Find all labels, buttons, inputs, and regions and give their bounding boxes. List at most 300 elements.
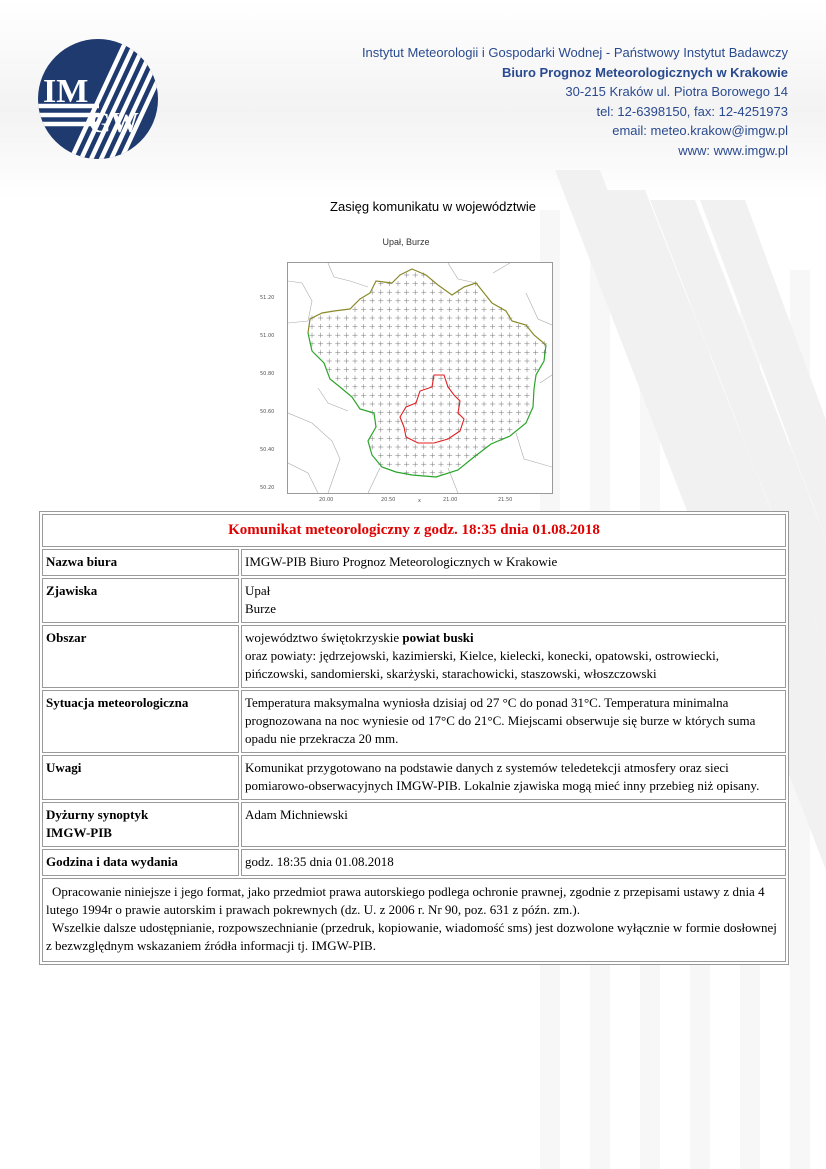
grid-cross	[473, 358, 478, 363]
warning-map	[256, 232, 556, 504]
grid-cross	[387, 333, 392, 338]
grid-cross	[430, 333, 435, 338]
grid-cross	[473, 436, 478, 441]
grid-cross	[438, 453, 443, 458]
grid-cross	[378, 290, 383, 295]
grid-cross	[395, 444, 400, 449]
grid-cross	[370, 358, 375, 363]
grid-cross	[473, 393, 478, 398]
grid-cross	[352, 376, 357, 381]
grid-cross	[542, 350, 547, 355]
grid-cross	[507, 358, 512, 363]
grid-cross	[413, 307, 418, 312]
grid-cross	[378, 307, 383, 312]
grid-cross	[361, 358, 366, 363]
grid-cross	[464, 384, 469, 389]
grid-cross	[507, 427, 512, 432]
grid-cross	[352, 358, 357, 363]
grid-cross	[430, 470, 435, 475]
grid-cross	[387, 350, 392, 355]
x-tick-label: 20.00	[319, 497, 334, 503]
grid-cross	[473, 410, 478, 415]
grid-cross	[456, 358, 461, 363]
grid-cross	[490, 401, 495, 406]
grid-cross	[464, 298, 469, 303]
grid-cross	[447, 341, 452, 346]
grid-cross	[447, 401, 452, 406]
map-caption: Zasięg komunikatu w województwie	[330, 199, 536, 214]
grid-cross	[456, 384, 461, 389]
grid-cross	[378, 453, 383, 458]
grid-cross	[464, 290, 469, 295]
grid-cross	[404, 298, 409, 303]
grid-cross	[344, 350, 349, 355]
grid-cross	[533, 350, 538, 355]
grid-cross	[378, 341, 383, 346]
grid-cross	[430, 453, 435, 458]
grid-cross	[490, 358, 495, 363]
grid-cross	[447, 393, 452, 398]
grid-cross	[404, 341, 409, 346]
grid-cross	[421, 376, 426, 381]
grid-cross	[395, 462, 400, 467]
table-row	[42, 625, 786, 688]
grid-cross	[447, 410, 452, 415]
grid-cross	[447, 358, 452, 363]
grid-cross	[447, 419, 452, 424]
grid-cross	[507, 324, 512, 329]
grid-cross	[352, 333, 357, 338]
grid-cross	[378, 324, 383, 329]
area-value	[241, 625, 786, 688]
grid-cross	[507, 376, 512, 381]
grid-cross	[421, 307, 426, 312]
grid-cross	[395, 298, 400, 303]
grid-cross	[481, 419, 486, 424]
grid-cross	[464, 333, 469, 338]
grid-cross	[473, 376, 478, 381]
grid-cross	[447, 298, 452, 303]
grid-cross	[413, 384, 418, 389]
grid-cross	[387, 419, 392, 424]
grid-cross	[421, 470, 426, 475]
grid-cross	[421, 453, 426, 458]
grid-cross	[387, 444, 392, 449]
grid-cross	[378, 444, 383, 449]
grid-cross	[352, 393, 357, 398]
grid-cross	[378, 350, 383, 355]
grid-cross	[516, 350, 521, 355]
grid-cross	[456, 436, 461, 441]
grid-cross	[490, 315, 495, 320]
grid-cross	[473, 444, 478, 449]
grid-cross	[499, 358, 504, 363]
grid-cross	[438, 401, 443, 406]
grid-cross	[438, 298, 443, 303]
grid-cross	[352, 367, 357, 372]
grid-cross	[387, 401, 392, 406]
grid-cross	[344, 358, 349, 363]
grid-cross	[499, 333, 504, 338]
grid-cross	[438, 393, 443, 398]
grid-cross	[473, 307, 478, 312]
grid-cross	[395, 315, 400, 320]
grid-cross	[352, 350, 357, 355]
grid-cross	[395, 427, 400, 432]
grid-cross	[344, 315, 349, 320]
grid-cross	[395, 453, 400, 458]
table-row	[42, 802, 786, 847]
grid-cross	[430, 410, 435, 415]
grid-cross	[361, 298, 366, 303]
grid-cross	[361, 341, 366, 346]
grid-cross	[499, 393, 504, 398]
y-tick-label: 50.80	[260, 371, 275, 377]
grid-cross	[370, 298, 375, 303]
grid-cross	[318, 341, 323, 346]
grid-cross	[335, 315, 340, 320]
grid-cross	[438, 358, 443, 363]
grid-cross	[395, 376, 400, 381]
grid-cross	[481, 393, 486, 398]
grid-cross	[370, 376, 375, 381]
institute-contact	[362, 43, 788, 160]
grid-cross	[395, 393, 400, 398]
grid-cross	[361, 315, 366, 320]
grid-cross	[378, 410, 383, 415]
x-tick-label: 21.00	[443, 497, 458, 503]
grid-cross	[438, 315, 443, 320]
grid-cross	[413, 376, 418, 381]
grid-cross	[378, 393, 383, 398]
grid-cross	[481, 298, 486, 303]
grid-cross	[524, 410, 529, 415]
grid-cross	[456, 333, 461, 338]
grid-cross	[387, 453, 392, 458]
grid-cross	[516, 367, 521, 372]
grid-cross	[395, 419, 400, 424]
remarks-value: Komunikat przygotowano na podstawie danych z systemów teledetekcji atmosfery oraz sieci pomiarowo-obserwacyjnych IMGW-PIB. Lokalnie zjawiska mogą mieć inny przebieg niż opisany.	[241, 755, 786, 800]
grid-cross	[499, 324, 504, 329]
grid-cross	[447, 376, 452, 381]
grid-cross	[456, 315, 461, 320]
forecaster-label	[42, 802, 239, 847]
grid-cross	[430, 307, 435, 312]
grid-cross	[395, 281, 400, 286]
grid-cross	[395, 290, 400, 295]
grid-cross	[524, 393, 529, 398]
grid-cross	[421, 436, 426, 441]
grid-cross	[395, 410, 400, 415]
grid-cross	[430, 358, 435, 363]
grid-cross	[507, 350, 512, 355]
grid-cross	[524, 341, 529, 346]
grid-cross	[361, 376, 366, 381]
grid-cross	[421, 401, 426, 406]
y-tick-label: 51.20	[260, 295, 275, 301]
grid-cross	[507, 393, 512, 398]
grid-cross	[499, 367, 504, 372]
grid-cross	[344, 341, 349, 346]
grid-cross	[430, 462, 435, 467]
grid-cross	[421, 298, 426, 303]
grid-cross	[447, 315, 452, 320]
grid-cross	[481, 307, 486, 312]
grid-cross	[507, 401, 512, 406]
grid-cross	[516, 376, 521, 381]
y-tick-label: 50.40	[260, 447, 275, 453]
grid-cross	[344, 367, 349, 372]
grid-cross	[490, 367, 495, 372]
situation-label: Sytuacja meteorologiczna	[42, 690, 239, 753]
grid-cross	[370, 367, 375, 372]
grid-cross	[499, 341, 504, 346]
grid-cross	[404, 333, 409, 338]
grid-cross	[438, 427, 443, 432]
grid-cross	[387, 393, 392, 398]
grid-cross	[430, 393, 435, 398]
grid-cross	[413, 453, 418, 458]
grid-cross	[370, 307, 375, 312]
copyright-paragraph-1: Opracowanie niniejsze i jego format, jako przedmiot prawa autorskiego podlega ochronie prawnej, zgodnie z przepisami ustawy z dnia 4 lutego 1994r o prawie autorskim i prawach pokrewnych (dz. U. z 2006 r. Nr 90, poz. 631 z późn. zm.).	[46, 884, 765, 917]
y-tick-label: 51.00	[260, 333, 275, 339]
grid-cross	[404, 281, 409, 286]
grid-cross	[404, 324, 409, 329]
grid-cross	[456, 350, 461, 355]
grid-cross	[404, 453, 409, 458]
grid-cross	[387, 427, 392, 432]
grid-cross	[456, 367, 461, 372]
imgw-logo	[37, 38, 159, 160]
grid-cross	[421, 281, 426, 286]
grid-cross	[352, 324, 357, 329]
grid-cross	[430, 341, 435, 346]
grid-cross	[473, 324, 478, 329]
grid-cross	[456, 462, 461, 467]
grid-cross	[490, 393, 495, 398]
grid-cross	[507, 419, 512, 424]
grid-cross	[421, 410, 426, 415]
grid-cross	[473, 341, 478, 346]
office-name: Biuro Prognoz Meteorologicznych w Krakowie	[501, 64, 788, 80]
grid-cross	[413, 298, 418, 303]
grid-cross	[404, 384, 409, 389]
grid-cross	[335, 367, 340, 372]
grid-cross	[447, 307, 452, 312]
forecaster-label-line-2: IMGW-PIB	[46, 825, 112, 840]
grid-cross	[438, 376, 443, 381]
office-value: IMGW-PIB Biuro Prognoz Meteorologicznych w Krakowie	[241, 549, 786, 576]
grid-cross	[464, 444, 469, 449]
grid-cross	[404, 419, 409, 424]
grid-cross	[456, 444, 461, 449]
voivodeship-border-upal	[308, 269, 546, 345]
grid-cross	[361, 324, 366, 329]
grid-cross	[413, 410, 418, 415]
grid-cross	[395, 436, 400, 441]
table-row	[42, 849, 786, 876]
forecaster-value: Adam Michniewski	[241, 802, 786, 847]
grid-cross	[481, 333, 486, 338]
y-tick-label: 50.20	[260, 485, 275, 491]
grid-cross	[499, 410, 504, 415]
grid-cross	[395, 324, 400, 329]
grid-cross	[327, 341, 332, 346]
grid-cross	[456, 453, 461, 458]
remarks-label: Uwagi	[42, 755, 239, 800]
grid-cross	[413, 462, 418, 467]
grid-cross	[404, 350, 409, 355]
grid-cross	[456, 324, 461, 329]
grid-cross	[413, 350, 418, 355]
grid-cross	[378, 419, 383, 424]
grid-cross	[370, 350, 375, 355]
grid-cross	[499, 419, 504, 424]
grid-cross	[335, 376, 340, 381]
grid-cross	[318, 333, 323, 338]
grid-cross	[516, 341, 521, 346]
grid-cross	[481, 341, 486, 346]
grid-cross	[490, 333, 495, 338]
grid-cross	[395, 358, 400, 363]
table-row	[42, 755, 786, 800]
copyright-notice	[42, 878, 786, 962]
grid-cross	[464, 307, 469, 312]
grid-cross	[395, 307, 400, 312]
grid-cross	[387, 384, 392, 389]
grid-cross	[516, 419, 521, 424]
grid-cross	[421, 358, 426, 363]
grid-cross	[387, 281, 392, 286]
grid-cross	[327, 358, 332, 363]
grid-cross	[499, 427, 504, 432]
grid-cross	[430, 367, 435, 372]
table-row	[42, 690, 786, 753]
grid-cross	[361, 367, 366, 372]
grid-cross	[464, 419, 469, 424]
grid-cross	[447, 462, 452, 467]
grid-cross	[438, 324, 443, 329]
grid-cross	[352, 384, 357, 389]
grid-cross	[499, 376, 504, 381]
office-website[interactable]: www: www.imgw.pl	[678, 142, 788, 158]
grid-cross	[327, 315, 332, 320]
grid-cross	[490, 341, 495, 346]
issued-label: Godzina i data wydania	[42, 849, 239, 876]
grid-cross	[361, 350, 366, 355]
grid-cross	[395, 367, 400, 372]
office-email[interactable]: email: meteo.krakow@imgw.pl	[612, 123, 788, 138]
x-axis-letter: x	[418, 498, 421, 504]
grid-cross	[335, 341, 340, 346]
grid-cross	[490, 436, 495, 441]
grid-cross	[464, 436, 469, 441]
grid-cross	[524, 376, 529, 381]
grid-cross	[370, 384, 375, 389]
grid-cross	[430, 427, 435, 432]
grid-cross	[464, 376, 469, 381]
issued-value: godz. 18:35 dnia 01.08.2018	[241, 849, 786, 876]
grid-cross	[473, 333, 478, 338]
grid-cross	[481, 376, 486, 381]
grid-cross	[387, 367, 392, 372]
grid-cross	[490, 376, 495, 381]
grid-cross	[516, 410, 521, 415]
office-address: 30-215 Kraków ul. Piotra Borowego 14	[565, 84, 788, 99]
grid-cross	[456, 376, 461, 381]
grid-cross	[404, 376, 409, 381]
grid-cross	[309, 324, 314, 329]
grid-cross	[387, 376, 392, 381]
grid-cross	[430, 324, 435, 329]
grid-cross	[473, 367, 478, 372]
area-highlight: powiat buski	[402, 630, 474, 645]
grid-cross	[481, 427, 486, 432]
grid-cross	[490, 384, 495, 389]
grid-cross	[378, 384, 383, 389]
grid-cross	[456, 298, 461, 303]
phenomena-label: Zjawiska	[42, 578, 239, 623]
grid-cross	[516, 384, 521, 389]
grid-cross	[481, 324, 486, 329]
grid-cross	[378, 333, 383, 338]
grid-cross	[438, 333, 443, 338]
grid-cross	[327, 324, 332, 329]
grid-cross	[481, 315, 486, 320]
grid-cross	[447, 333, 452, 338]
grid-cross	[370, 393, 375, 398]
grid-cross	[524, 367, 529, 372]
grid-cross	[473, 419, 478, 424]
grid-cross	[413, 333, 418, 338]
y-tick-label: 50.60	[260, 409, 275, 415]
grid-cross	[318, 315, 323, 320]
grid-cross	[481, 358, 486, 363]
grid-cross	[430, 401, 435, 406]
grid-cross	[473, 315, 478, 320]
table-row	[42, 578, 786, 623]
grid-cross	[473, 427, 478, 432]
grid-cross	[447, 453, 452, 458]
grid-cross	[344, 376, 349, 381]
grid-cross	[464, 367, 469, 372]
grid-cross	[335, 358, 340, 363]
grid-cross	[421, 393, 426, 398]
grid-cross	[481, 367, 486, 372]
grid-cross	[327, 350, 332, 355]
x-tick-label: 21.50	[498, 497, 513, 503]
grid-cross	[490, 410, 495, 415]
grid-cross	[473, 290, 478, 295]
grid-cross	[464, 315, 469, 320]
grid-cross	[430, 315, 435, 320]
grid-cross	[524, 333, 529, 338]
grid-cross	[413, 367, 418, 372]
grid-cross	[387, 298, 392, 303]
grid-cross	[507, 410, 512, 415]
grid-cross	[361, 333, 366, 338]
grid-cross	[507, 367, 512, 372]
grid-cross	[447, 444, 452, 449]
grid-cross	[447, 350, 452, 355]
grid-cross	[404, 444, 409, 449]
grid-cross	[387, 341, 392, 346]
grid-cross	[413, 272, 418, 277]
map-canvas	[288, 263, 552, 493]
grid-cross	[464, 350, 469, 355]
grid-cross	[464, 393, 469, 398]
grid-cross	[387, 290, 392, 295]
